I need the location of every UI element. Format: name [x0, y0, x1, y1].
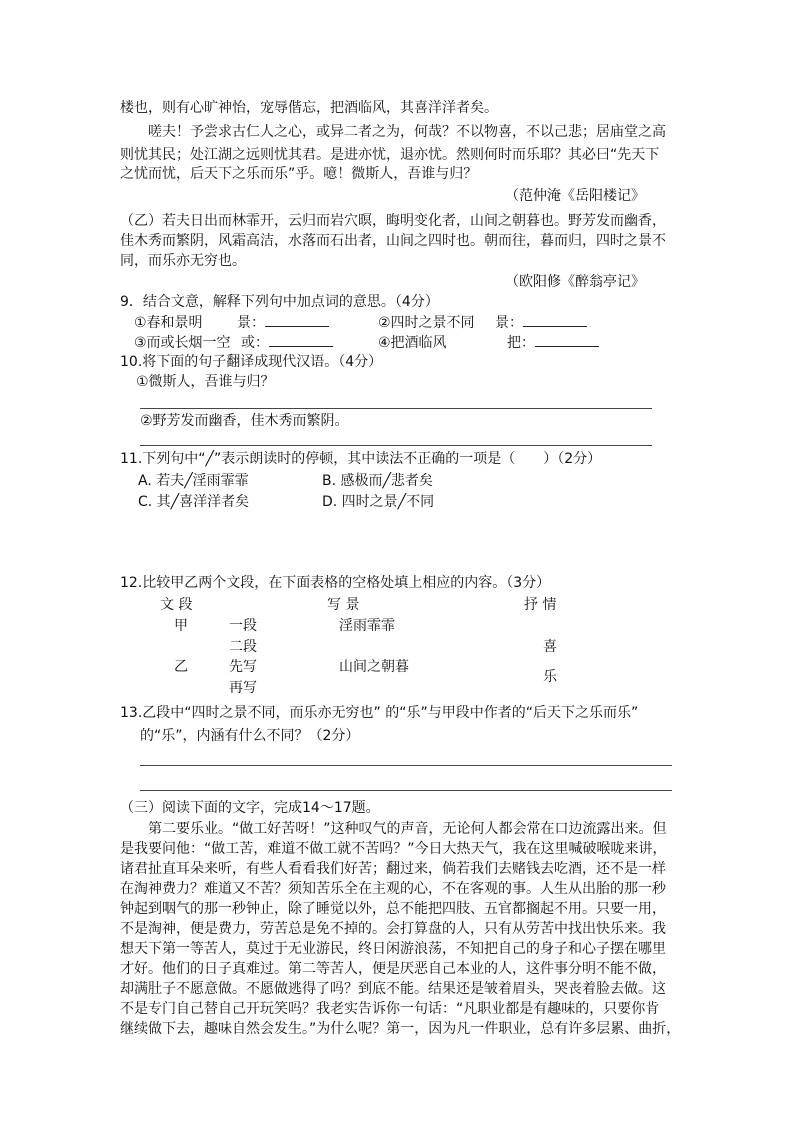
q12-stem: 12.比较甲乙两个文段，在下面表格的空格处填上相应的内容。（3分） [120, 575, 551, 591]
table-cell-part: 二段 [229, 639, 257, 655]
passage-b-line: （乙）若夫日出而林霏开，云归而岩穴暝，晦明变化者，山间之朝暮也。野芳发而幽香， [120, 213, 666, 229]
section3-line: 是我要问他：“做工苦，难道不做工就不苦吗？”今日大热天气，我在这里喊破喉咙来讲， [120, 841, 667, 857]
q13-line: 的“乐”，内涵有什么不同？（2分） [140, 728, 360, 744]
q9-word: 景： [237, 315, 266, 331]
section3-heading: （三）阅读下面的文字，完成14～17题。 [120, 800, 380, 816]
q9-word: 或： [241, 335, 270, 351]
section3-line: 继续做下去，趣味自然会发生。”为什么呢？第一，因为凡一件职业，总有许多层累、曲折， [120, 1021, 681, 1037]
passage-b-line: 佳木秀而繁阴，风霜高洁，水落而石出者，山间之四时也。朝而往，暮而归，四时之景不 [120, 233, 666, 249]
answer-blank[interactable] [269, 332, 333, 347]
table-cell-part: 再写 [229, 680, 257, 696]
table-cell-part: 一段 [229, 618, 257, 634]
passage-a-line: 之忧而忧，后天下之乐而乐”乎。噫！微斯人，吾谁与归？ [120, 166, 478, 182]
section3-line: 却满肚子不愿意做。不愿做逃得了吗？到底不能。结果还是皱着眉头，哭丧着脸去做。这 [120, 981, 666, 997]
answer-line[interactable] [140, 445, 652, 446]
q9-phrase: ③而或长烟一空 [134, 335, 231, 351]
answer-blank[interactable] [535, 332, 599, 347]
q11-option-c: C. 其╱喜洋洋者矣 [138, 494, 250, 510]
table-cell-scene: 山间之朝暮 [339, 659, 409, 675]
answer-line[interactable] [140, 765, 672, 766]
section3-line: 不是专门自己替自己开玩笑吗？我老实告诉你一句话：“凡职业都是有趣味的，只要你肯 [120, 1001, 660, 1017]
table-header-section: 文 段 [160, 597, 193, 613]
q9-phrase: ②四时之景不同 [378, 315, 475, 331]
passage-a-line: 楼也，则有心旷神怡，宠辱偕忘，把酒临风，其喜洋洋者矣。 [120, 100, 498, 116]
table-header-emotion: 抒 情 [524, 597, 557, 613]
section3-line: 诸君扯直耳朵来听，有些人看看我们好苦；翻过来，倘若我们去赌钱去吃酒，还不是一样 [120, 861, 666, 877]
q9-word: 景： [495, 315, 524, 331]
table-header-scene: 写 景 [327, 597, 360, 613]
q10-item: ②野芳发而幽香，佳木秀而繁阴。 [140, 413, 349, 429]
passage-a-source: （范仲淹《岳阳楼记》 [505, 188, 645, 204]
table-cell-emotion: 喜 [543, 639, 557, 655]
passage-a-line: 则忧其民；处江湖之远则忧其君。是进亦忧，退亦忧。然则何时而乐耶？其必曰“先天下 [120, 147, 660, 163]
passage-b-line: 同，而乐亦无穷也。 [120, 253, 246, 269]
q9-item-2 [378, 312, 587, 333]
q9-word: 把： [507, 335, 536, 351]
q9-item-1 [134, 312, 329, 333]
q11-stem: 11.下列句中“╱”表示朗读时的停顿，其中读法不正确的一项是（ ）（2分） [120, 451, 602, 467]
table-cell-section: 甲 [174, 618, 188, 634]
section3-line: 才好。他们的日子真难过。第二等苦人，便是厌恶自己本业的人，这件事分明不能不做， [120, 961, 666, 977]
passage-a-line: 嗟夫！予尝求古仁人之心，或异二者之为，何哉？不以物喜，不以己悲；居庙堂之高 [148, 124, 666, 140]
table-cell-emotion: 乐 [543, 669, 557, 685]
answer-line[interactable] [140, 790, 672, 791]
answer-blank[interactable] [523, 312, 587, 327]
table-cell-scene: 淫雨霏霏 [339, 618, 395, 634]
q9-phrase: ①春和景明 [134, 315, 203, 331]
section3-line: 不是淘神，便是费力，劳苦总是免不掉的。会打算盘的人，只有从劳苦中找出快乐来。我 [120, 921, 666, 937]
table-cell-section: 乙 [174, 659, 188, 675]
table-cell-part: 先写 [229, 659, 257, 675]
q11-option-a: A. 若夫╱淫雨霏霏 [138, 473, 249, 489]
q9-phrase: ④把酒临风 [378, 335, 447, 351]
q11-option-d: D. 四时之景╱不同 [322, 494, 435, 510]
answer-line[interactable] [140, 408, 652, 409]
q11-option-b: B. 感极而╱悲者矣 [322, 473, 433, 489]
q9-stem: 9．结合文意，解释下列句中加点词的意思。（4分） [120, 294, 439, 310]
q9-item-4 [378, 332, 599, 353]
section3-line: 第二要乐业。“做工好苦呀！”这种叹气的声音，无论何人都会常在口边流露出来。但 [148, 821, 667, 837]
q10-stem: 10.将下面的句子翻译成现代汉语。（4分） [120, 354, 383, 370]
answer-blank[interactable] [265, 312, 329, 327]
section3-line: 想天下第一等苦人，莫过于无业游民，终日闲游浪荡，不知把自己的身子和心子摆在哪里 [120, 941, 666, 957]
section3-line: 在淘神费力？难道又不苦？须知苦乐全在主观的心，不在客观的事。人生从出胎的那一秒 [120, 881, 666, 897]
q10-item: ①微斯人，吾谁与归？ [136, 374, 275, 390]
passage-b-source: （欧阳修《醉翁亭记》 [505, 274, 645, 290]
q9-item-3 [134, 332, 333, 353]
q13-line: 13.乙段中“四时之景不同，而乐亦无穷也” 的“乐”与甲段中作者的“后天下之乐而乐” [120, 705, 639, 721]
section3-line: 钟起到咽气的那一秒钟止，除了睡觉以外，总不能把四肢、五官都搁起不用。只要一用， [120, 901, 666, 917]
